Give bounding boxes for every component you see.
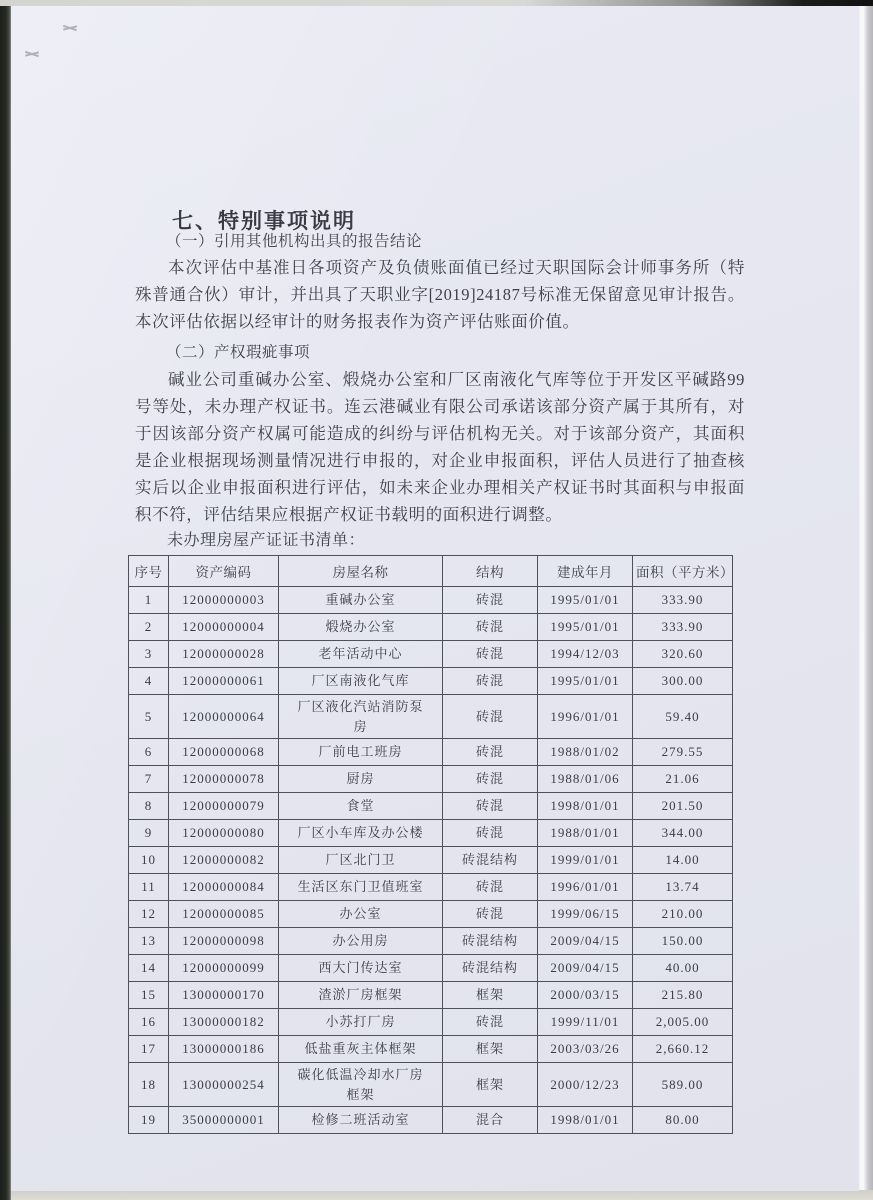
table-cell: 碳化低温冷却水厂房框架 xyxy=(279,1063,443,1107)
table-cell: 砖混 xyxy=(443,901,538,928)
table-cell: 2000/03/15 xyxy=(538,982,633,1009)
staple-mark-icon xyxy=(63,22,77,33)
section-2-body: 碱业公司重碱办公室、煅烧办公室和厂区南液化气库等位于开发区平碱路99号等处，未办理产权证书。连云港碱业有限公司承诺该部分资产属于其所有，对于因该部分资产权属可能造成的纠纷与评估机构无关。对于该部分资产，其面积是企业根据现场测量情况进行申报的，对企业申报面积，评估人员进行了抽查核实后以企业申报面积进行评估，如未来企业办理相关产权证书时其面积与申报面积不符，评估结果应根据产权证书载明的面积进行调整。 xyxy=(135,370,745,524)
table-cell: 7 xyxy=(129,766,169,793)
table-cell: 17 xyxy=(129,1036,169,1063)
table-cell: 8 xyxy=(129,793,169,820)
table-cell: 13000000186 xyxy=(169,1036,279,1063)
asset-table-header-row xyxy=(129,556,733,587)
table-row xyxy=(129,820,733,847)
staple-mark-icon xyxy=(25,48,39,59)
table-cell: 2,005.00 xyxy=(633,1009,733,1036)
table-cell: 西大门传达室 xyxy=(279,955,443,982)
table-cell: 厂区液化汽站消防泵房 xyxy=(279,695,443,739)
table-cell: 砖混 xyxy=(443,793,538,820)
scan-edge-bottom xyxy=(0,1190,873,1200)
table-row xyxy=(129,982,733,1009)
table-cell: 煅烧办公室 xyxy=(279,614,443,641)
table-cell: 重碱办公室 xyxy=(279,587,443,614)
table-cell: 砖混 xyxy=(443,820,538,847)
table-cell: 砖混 xyxy=(443,641,538,668)
table-cell: 混合 xyxy=(443,1107,538,1134)
table-cell: 5 xyxy=(129,695,169,739)
scan-edge-right xyxy=(858,0,873,1200)
table-cell: 老年活动中心 xyxy=(279,641,443,668)
table-cell: 砖混 xyxy=(443,1009,538,1036)
table-cell: 砖混 xyxy=(443,766,538,793)
table-cell: 1995/01/01 xyxy=(538,587,633,614)
table-cell: 35000000001 xyxy=(169,1107,279,1134)
section-1-heading: （一）引用其他机构出具的报告结论 xyxy=(166,233,423,250)
page-title: 七、特别事项说明 xyxy=(172,210,356,234)
table-cell: 21.06 xyxy=(633,766,733,793)
table-cell: 框架 xyxy=(443,1063,538,1107)
table-cell: 砖混 xyxy=(443,874,538,901)
table-cell: 办公室 xyxy=(279,901,443,928)
table-cell: 1 xyxy=(129,587,169,614)
table-cell: 办公用房 xyxy=(279,928,443,955)
table-cell: 12000000099 xyxy=(169,955,279,982)
asset-table xyxy=(128,555,733,1134)
table-row xyxy=(129,955,733,982)
table-row xyxy=(129,641,733,668)
table-cell: 13.74 xyxy=(633,874,733,901)
table-cell: 1995/01/01 xyxy=(538,668,633,695)
table-cell: 300.00 xyxy=(633,668,733,695)
table-cell: 13 xyxy=(129,928,169,955)
table-row xyxy=(129,587,733,614)
table-cell: 食堂 xyxy=(279,793,443,820)
table-cell: 40.00 xyxy=(633,955,733,982)
table-cell: 厂前电工班房 xyxy=(279,739,443,766)
table-cell: 厂区南液化气库 xyxy=(279,668,443,695)
document-page xyxy=(11,6,859,1191)
table-cell: 厨房 xyxy=(279,766,443,793)
table-cell: 279.55 xyxy=(633,739,733,766)
table-cell: 16 xyxy=(129,1009,169,1036)
table-cell: 砖混结构 xyxy=(443,847,538,874)
table-row xyxy=(129,793,733,820)
table-cell: 1988/01/06 xyxy=(538,766,633,793)
asset-table-body xyxy=(129,587,733,1134)
table-cell: 3 xyxy=(129,641,169,668)
section-1-body: 本次评估中基准日各项资产及负债账面值已经过天职国际会计师事务所（特殊普通合伙）审计，并出具了天职业字[2019]24187号标准无保留意见审计报告。本次评估依据以经审计的财务报表作为资产评估账面价值。 xyxy=(135,258,745,331)
table-cell: 13000000182 xyxy=(169,1009,279,1036)
table-cell: 砖混 xyxy=(443,668,538,695)
table-cell: 1994/12/03 xyxy=(538,641,633,668)
table-cell: 低盐重灰主体框架 xyxy=(279,1036,443,1063)
table-cell: 生活区东门卫值班室 xyxy=(279,874,443,901)
table-cell: 344.00 xyxy=(633,820,733,847)
table-cell: 砖混结构 xyxy=(443,955,538,982)
table-cell: 59.40 xyxy=(633,695,733,739)
column-header: 结构 xyxy=(443,556,538,587)
table-row xyxy=(129,668,733,695)
table-row xyxy=(129,847,733,874)
table-cell: 80.00 xyxy=(633,1107,733,1134)
column-header: 房屋名称 xyxy=(279,556,443,587)
table-cell: 18 xyxy=(129,1063,169,1107)
table-row xyxy=(129,1107,733,1134)
table-cell: 1998/01/01 xyxy=(538,1107,633,1134)
table-cell: 1995/01/01 xyxy=(538,614,633,641)
section-2-heading: （二）产权瑕疵事项 xyxy=(166,344,311,361)
table-cell: 13000000170 xyxy=(169,982,279,1009)
column-header: 资产编码 xyxy=(169,556,279,587)
table-cell: 1988/01/01 xyxy=(538,820,633,847)
table-cell: 10 xyxy=(129,847,169,874)
table-cell: 1999/06/15 xyxy=(538,901,633,928)
table-cell: 14 xyxy=(129,955,169,982)
table-cell: 砖混 xyxy=(443,739,538,766)
table-row xyxy=(129,766,733,793)
table-cell: 12000000068 xyxy=(169,739,279,766)
table-cell: 589.00 xyxy=(633,1063,733,1107)
table-cell: 12000000078 xyxy=(169,766,279,793)
table-cell: 2003/03/26 xyxy=(538,1036,633,1063)
table-cell: 6 xyxy=(129,739,169,766)
table-cell: 215.80 xyxy=(633,982,733,1009)
table-cell: 201.50 xyxy=(633,793,733,820)
table-cell: 9 xyxy=(129,820,169,847)
table-cell: 14.00 xyxy=(633,847,733,874)
table-cell: 13000000254 xyxy=(169,1063,279,1107)
table-cell: 检修二班活动室 xyxy=(279,1107,443,1134)
table-row xyxy=(129,874,733,901)
table-cell: 1999/01/01 xyxy=(538,847,633,874)
table-cell: 320.60 xyxy=(633,641,733,668)
table-cell: 2009/04/15 xyxy=(538,955,633,982)
table-cell: 砖混 xyxy=(443,587,538,614)
table-cell: 厂区小车库及办公楼 xyxy=(279,820,443,847)
table-cell: 2009/04/15 xyxy=(538,928,633,955)
table-cell: 1988/01/02 xyxy=(538,739,633,766)
table-cell: 小苏打厂房 xyxy=(279,1009,443,1036)
table-cell: 砖混 xyxy=(443,695,538,739)
table-cell: 12000000004 xyxy=(169,614,279,641)
column-header: 建成年月 xyxy=(538,556,633,587)
table-cell: 12000000084 xyxy=(169,874,279,901)
table-cell: 2 xyxy=(129,614,169,641)
table-cell: 2,660.12 xyxy=(633,1036,733,1063)
table-cell: 框架 xyxy=(443,982,538,1009)
table-row xyxy=(129,1009,733,1036)
table-cell: 2000/12/23 xyxy=(538,1063,633,1107)
table-cell: 12000000085 xyxy=(169,901,279,928)
table-cell: 12000000098 xyxy=(169,928,279,955)
table-cell: 砖混结构 xyxy=(443,928,538,955)
table-row xyxy=(129,695,733,739)
table-cell: 11 xyxy=(129,874,169,901)
table-cell: 12 xyxy=(129,901,169,928)
table-row xyxy=(129,928,733,955)
table-cell: 1998/01/01 xyxy=(538,793,633,820)
table-cell: 333.90 xyxy=(633,587,733,614)
table-caption: 未办理房屋产证证书清单： xyxy=(167,532,366,549)
scan-edge-top xyxy=(0,0,873,6)
table-cell: 333.90 xyxy=(633,614,733,641)
table-cell: 12000000061 xyxy=(169,668,279,695)
table-cell: 1996/01/01 xyxy=(538,695,633,739)
table-cell: 12000000028 xyxy=(169,641,279,668)
table-cell: 1996/01/01 xyxy=(538,874,633,901)
table-cell: 渣淤厂房框架 xyxy=(279,982,443,1009)
table-cell: 150.00 xyxy=(633,928,733,955)
table-row xyxy=(129,1036,733,1063)
table-cell: 框架 xyxy=(443,1036,538,1063)
table-row xyxy=(129,614,733,641)
table-cell: 12000000079 xyxy=(169,793,279,820)
table-cell: 1999/11/01 xyxy=(538,1009,633,1036)
table-cell: 19 xyxy=(129,1107,169,1134)
column-header: 面积（平方米） xyxy=(633,556,733,587)
table-row xyxy=(129,1063,733,1107)
table-cell: 砖混 xyxy=(443,614,538,641)
table-cell: 15 xyxy=(129,982,169,1009)
table-cell: 4 xyxy=(129,668,169,695)
table-row xyxy=(129,739,733,766)
table-cell: 12000000080 xyxy=(169,820,279,847)
table-cell: 12000000003 xyxy=(169,587,279,614)
scan-edge-left xyxy=(0,0,11,1200)
table-cell: 210.00 xyxy=(633,901,733,928)
column-header: 序号 xyxy=(129,556,169,587)
table-row xyxy=(129,901,733,928)
table-cell: 厂区北门卫 xyxy=(279,847,443,874)
table-cell: 12000000064 xyxy=(169,695,279,739)
table-cell: 12000000082 xyxy=(169,847,279,874)
